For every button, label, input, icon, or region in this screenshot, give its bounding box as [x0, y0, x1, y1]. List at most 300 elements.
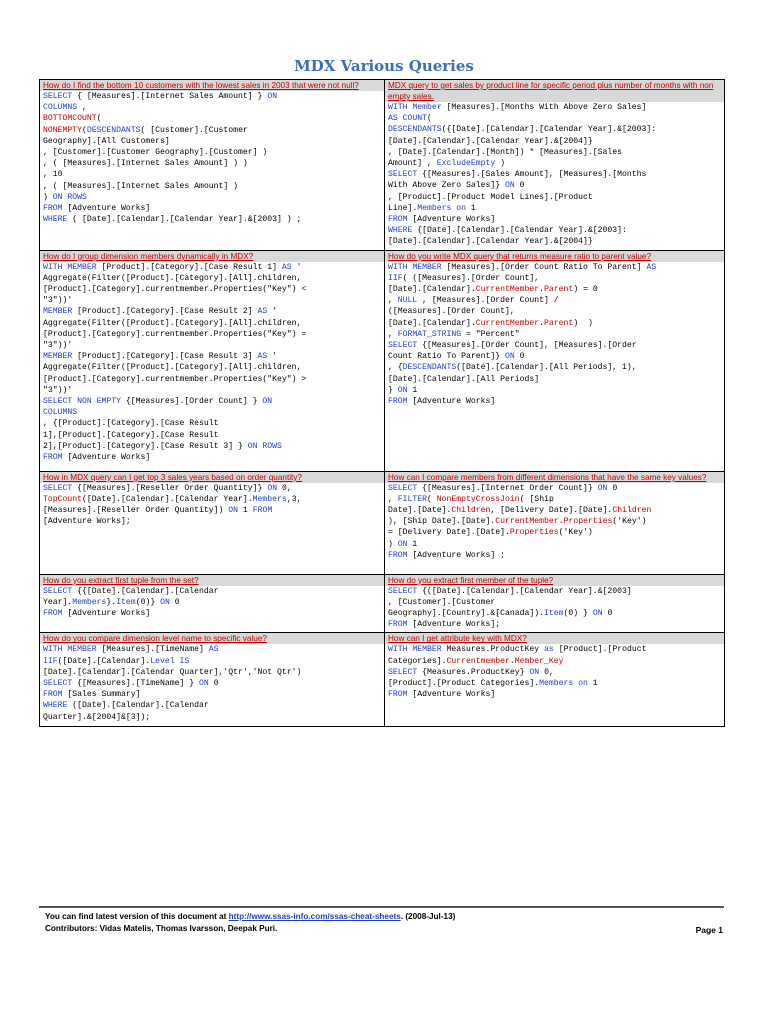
code-line [43, 113, 381, 124]
code-keyword: MEMBER [43, 307, 73, 317]
code-text: ( [Customer].[Customer [140, 125, 248, 135]
code-line [388, 516, 721, 527]
page-number: Page 1 [695, 925, 723, 935]
query-cell [385, 574, 725, 633]
cheat-sheets-link[interactable]: http://www.ssas-info.com/ssas-cheat-sheets [228, 912, 401, 921]
code-text: Aggregate(Filter([Product].[Category].[All].children, [43, 273, 302, 283]
code-function: CurrentMember [495, 517, 559, 527]
code-text: ' [267, 352, 278, 362]
code-text: [Product].[Category].currentmember.Properties("Key") > [43, 374, 307, 384]
code-text: ([Date].[Calendar]. [57, 656, 151, 666]
code-text: Aggregate(Filter([Product].[Category].[All].children, [43, 363, 302, 373]
question-heading: How in MDX query can I get top 3 sales years based on order quantity? [40, 472, 384, 483]
code-keyword: ON [505, 352, 515, 362]
code-line [388, 483, 721, 494]
code-text: [Measures].[Order Count Ratio To Parent] [441, 262, 647, 272]
code-line [43, 505, 381, 516]
code-keyword: FROM [43, 453, 63, 463]
code-text: [Adventure Works] ; [407, 550, 506, 560]
code-keyword: ON [397, 539, 408, 549]
code-line [43, 396, 381, 407]
code-line [388, 539, 721, 550]
code-line [388, 586, 721, 597]
code-text: [Adventure Works] [62, 453, 151, 463]
code-function: TopCount [43, 494, 83, 504]
code-keyword: FROM [252, 506, 273, 516]
code-text: ' [267, 307, 278, 317]
code-keyword: MEMBER [43, 352, 73, 362]
code-line [388, 351, 721, 362]
code-text: 2],[Product].[Category].[Case Result 3] } [43, 441, 248, 451]
code-keyword: DESCENDANTS [402, 363, 457, 373]
code-text: [Date].[Calendar]. [388, 318, 476, 328]
code-line [388, 597, 721, 608]
code-text: (0) } [563, 609, 593, 619]
code-text: Categories]. [388, 656, 447, 666]
code-line [43, 483, 381, 494]
code-keyword: WHERE [43, 701, 68, 711]
code-text: "3"))' [43, 385, 73, 395]
code-keyword: ON [397, 385, 408, 395]
code-keyword: SELECT [388, 341, 418, 351]
code-text: ( [Ship [519, 494, 554, 504]
code-text: 0, [539, 667, 554, 677]
code-text: , [Customer].[Customer Geography].[Customer] ) [43, 148, 268, 158]
code-text: [Date].[Calendar]. [388, 285, 476, 295]
code-keyword: AS [257, 352, 268, 362]
code-line [388, 678, 721, 689]
code-text: ,3, [286, 494, 302, 504]
code-text: ({[Date].[Calendar].[Calendar Year].&[2003]: [441, 125, 657, 135]
code-keyword: FROM [43, 609, 63, 619]
code-line [43, 306, 381, 317]
query-cell [40, 574, 385, 633]
code-text: , [Product].[Product Model Lines].[Product [388, 192, 593, 202]
code-line [43, 318, 381, 329]
code-keyword: DESCENDANTS [86, 125, 141, 135]
code-line [43, 700, 381, 711]
code-line [388, 158, 721, 169]
code-text: 1 [407, 385, 418, 395]
code-line [388, 169, 721, 180]
code-keyword: FROM [388, 215, 408, 225]
code-function: Children [612, 506, 652, 516]
code-line [43, 340, 381, 351]
code-keyword: ON [267, 483, 278, 493]
question-heading: How do you compare dimension level name to specific value? [40, 633, 384, 644]
code-function: BOTTOMCOUNT [43, 114, 97, 124]
question-heading: How do you extract first tuple from the set? [40, 575, 384, 586]
code-keyword: ON [505, 181, 515, 191]
code-text: Amount] , [388, 159, 437, 169]
code-line [388, 550, 721, 561]
code-text: . [509, 656, 515, 666]
code-text: , [77, 103, 87, 113]
code-line [43, 494, 381, 505]
footer [45, 911, 723, 935]
code-line [43, 712, 381, 723]
code-text: {[Measures].[TimeName] } [72, 679, 200, 689]
code-keyword: AS [646, 262, 657, 272]
code-block [43, 262, 381, 464]
code-keyword: WHERE [388, 226, 413, 236]
query-cell [385, 250, 725, 471]
code-line [43, 203, 381, 214]
code-line [43, 418, 381, 429]
code-line [388, 225, 721, 236]
code-line [43, 102, 381, 113]
code-keyword: SELECT [388, 667, 418, 677]
code-line [43, 169, 381, 180]
code-text: Line]. [388, 203, 418, 213]
code-keyword: SELECT [43, 92, 73, 101]
code-keyword: FILTER [397, 494, 428, 504]
code-text: 1],[Product].[Category].[Case Result [43, 430, 219, 440]
code-keyword: ON [160, 597, 170, 607]
code-line [43, 147, 381, 158]
code-line [43, 284, 381, 295]
code-keyword: ON [592, 609, 603, 619]
code-keyword: AS COUNT [388, 114, 428, 124]
code-keyword: WITH MEMBER [43, 262, 97, 272]
code-text: ([Date].[Calendar].[All Periods], 1), [456, 363, 637, 373]
code-keyword: DESCENDANTS [388, 125, 442, 135]
code-keyword: WHERE [43, 215, 68, 225]
code-text: = [Delivery Date].[Date]. [388, 528, 510, 538]
code-text: [Product].[Category].[Case Result 3] [72, 352, 258, 362]
question-heading: How can I compare members from different dimensions that have the same key values? [385, 472, 724, 483]
code-text: Measures.ProductKey [441, 645, 545, 655]
code-line [43, 351, 381, 362]
code-keyword: COLUMNS [43, 103, 78, 113]
code-text: ), [Ship Date].[Date]. [388, 517, 496, 527]
code-text: {Measures.ProductKey} [417, 667, 530, 677]
code-function: NonEmptyCrossJoin [436, 494, 520, 504]
code-line [388, 608, 721, 619]
code-block [388, 102, 721, 248]
code-keyword: ON ROWS [247, 441, 282, 451]
code-keyword: COLUMNS [43, 408, 78, 418]
code-text: Geography].[All Customers] [43, 136, 170, 146]
code-keyword: SELECT NON EMPTY [43, 397, 122, 407]
code-line [43, 430, 381, 441]
code-line [43, 362, 381, 373]
footer-rule [39, 906, 724, 908]
code-text: 1 [407, 539, 418, 549]
code-text: , [Delivery Date].[Date]. [490, 506, 613, 516]
question-heading: How do you extract first member of the tuple? [385, 575, 724, 586]
code-function: Currentmember [446, 656, 510, 666]
code-line [43, 385, 381, 396]
code-line [388, 295, 721, 306]
code-keyword: ON [228, 506, 239, 516]
code-line [388, 124, 721, 135]
code-keyword: ON [267, 92, 278, 101]
code-text: ([Date].[Calendar].[Calendar [67, 701, 209, 711]
code-text: ( [82, 125, 87, 135]
code-text: [Adventure Works]; [43, 517, 131, 527]
footer-date: . (2008-Jul-13) [400, 912, 456, 921]
code-function: Parent [544, 285, 574, 295]
code-text: [Date].[Calendar].[Calendar Quarter],'Qtr','Not Qtr') [43, 667, 302, 677]
code-text: [Date].[Calendar].[Calendar Year].&[2004]} [388, 136, 593, 146]
code-line [43, 273, 381, 284]
code-text: "3"))' [43, 341, 73, 351]
code-keyword: WITH Member [388, 103, 442, 112]
query-cell [385, 80, 725, 251]
code-block [388, 262, 721, 408]
code-text: . [539, 318, 545, 328]
code-line [43, 667, 381, 678]
code-line [43, 441, 381, 452]
code-text: ([Measures].[Order Count], [388, 307, 515, 317]
code-line [388, 494, 721, 505]
code-text: 0 [514, 352, 525, 362]
query-table [39, 79, 725, 727]
code-block [43, 586, 381, 620]
code-function: Parent [544, 318, 574, 328]
footer-prefix: You can find latest version of this document at [45, 912, 229, 921]
code-keyword: Members on [417, 203, 467, 213]
code-keyword: ON [529, 667, 540, 677]
code-line [43, 452, 381, 463]
code-text: }. [106, 597, 117, 607]
code-text: 0 [607, 483, 618, 493]
code-line [388, 385, 721, 396]
code-text: [Adventure Works]; [407, 620, 501, 630]
code-text: 0, [277, 483, 292, 493]
code-line [388, 203, 721, 214]
code-keyword: ON ROWS [52, 192, 87, 202]
code-keyword: AS [257, 307, 268, 317]
question-heading: How do I group dimension members dynamically in MDX? [40, 251, 384, 262]
code-text: , { [388, 363, 403, 373]
code-line [43, 192, 381, 203]
code-line [43, 678, 381, 689]
code-keyword: IIF [388, 273, 403, 283]
code-text: , [388, 494, 398, 504]
code-keyword: AS [208, 645, 219, 655]
contributors-line: Contributors: Vidas Matelis, Thomas Ivarsson, Deepak Puri. [45, 924, 278, 933]
code-line [388, 262, 721, 273]
code-line [388, 362, 721, 373]
code-keyword: Members on [539, 679, 588, 689]
code-text: } [388, 385, 398, 395]
code-block [43, 644, 381, 722]
code-line [43, 158, 381, 169]
code-line [43, 689, 381, 700]
query-cell [385, 471, 725, 574]
code-keyword: FORMAT_STRING [397, 329, 462, 339]
code-text: [Measures].[Months With Above Zero Sales] [441, 103, 647, 112]
footer-line-1 [45, 911, 723, 923]
code-line [388, 505, 721, 516]
code-text: {[Date].[Calendar].[Calendar Year].&[2003]: [412, 226, 627, 236]
code-line [388, 180, 721, 191]
code-line [388, 102, 721, 113]
code-line [43, 329, 381, 340]
code-block [388, 586, 721, 631]
code-text: 0 [169, 597, 180, 607]
code-line [43, 516, 381, 527]
code-keyword: SELECT [388, 170, 418, 180]
code-line [43, 214, 381, 225]
code-text: ('Key') [558, 528, 593, 538]
code-line [43, 262, 381, 273]
code-text: . [558, 517, 564, 527]
query-cell [40, 80, 385, 251]
code-line [388, 656, 721, 667]
code-line [388, 396, 721, 407]
code-text: {{[Date].[Calendar].[Calendar [72, 586, 219, 596]
code-line [388, 318, 721, 329]
code-keyword: ExcludeEmpty [436, 159, 496, 169]
code-text: [Adventure Works] [407, 397, 496, 407]
code-line [43, 295, 381, 306]
query-cell [40, 633, 385, 727]
code-text: { [Measures].[Internet Sales Amount] } [72, 92, 268, 101]
code-block [388, 644, 721, 700]
code-text: [Product].[Product Categories]. [388, 679, 540, 689]
code-text: , [Customer].[Customer [388, 597, 496, 607]
code-text: {[Measures].[Internet Order Count]} [417, 483, 598, 493]
code-text: 0 [514, 181, 525, 191]
code-text: {([Date].[Calendar].[Calendar Year].&[2003] [417, 586, 632, 596]
code-text: {[Measures].[Sales Amount], [Measures].[Months [417, 170, 647, 180]
code-text: [Date].[Calendar].[All Periods] [388, 374, 540, 384]
code-text: , ( [Measures].[Internet Sales Amount] ) ) [43, 159, 248, 169]
code-text: ('Key') [612, 517, 647, 527]
code-keyword: FROM [388, 620, 408, 630]
code-line [388, 340, 721, 351]
code-text: , 10 [43, 170, 63, 180]
code-function: Children [451, 506, 491, 516]
code-text: ([Date].[Calendar].[Calendar Year]. [82, 494, 253, 504]
code-text: ) [43, 192, 53, 202]
code-line [43, 586, 381, 597]
code-line [43, 608, 381, 619]
code-function: CurrentMember [475, 285, 540, 295]
code-keyword: WITH MEMBER [388, 645, 442, 655]
code-keyword: ON [199, 679, 209, 689]
code-text: . [539, 285, 545, 295]
code-text: {[Measures].[Order Count] } [121, 397, 263, 407]
query-cell [385, 633, 725, 727]
code-text: [Adventure Works] [407, 690, 496, 700]
code-text: 0 [602, 609, 613, 619]
code-text: , ( [Measures].[Internet Sales Amount] ) [43, 181, 239, 191]
code-text: 1 [587, 679, 598, 689]
code-text: {[Measures].[Reseller Order Quantity]} [72, 483, 268, 493]
code-line [43, 125, 381, 136]
code-text: Date].[Date]. [388, 506, 452, 516]
code-text: [Adventure Works] [407, 215, 496, 225]
code-keyword: FROM [43, 690, 63, 700]
code-line [388, 113, 721, 124]
code-text: 1 [238, 506, 253, 516]
code-text: [Product].[Category].[Case Result 1] [96, 262, 282, 272]
code-text: , [Date].[Calendar].[Month]) * [Measures].[Sales [388, 147, 623, 157]
code-function: CurrentMember [475, 318, 540, 328]
code-text: [Adventure Works] [62, 609, 151, 619]
query-cell [40, 250, 385, 471]
code-text: "3"))' [43, 296, 73, 306]
code-line [388, 527, 721, 538]
page-title: MDX Various Queries [294, 57, 474, 75]
code-text: ( [427, 494, 437, 504]
code-text: ) [495, 159, 506, 169]
code-text: , [Measures].[Order Count] / [417, 296, 559, 306]
code-text: With Above Zero Sales]} [388, 181, 506, 191]
code-function: Properties [563, 517, 613, 527]
code-keyword: IIF [43, 656, 58, 666]
code-keyword: Item [544, 609, 564, 619]
code-text: Quarter].&[2004]&[3]); [43, 712, 151, 722]
code-text: [Date].[Calendar].[Calendar Year].&[2004]} [388, 237, 593, 247]
code-text: [Product].[Product [553, 645, 647, 655]
code-text: [Adventure Works] [62, 204, 151, 214]
code-text: [Product].[Category].currentmember.Properties("Key") = [43, 329, 307, 339]
query-cell [40, 471, 385, 574]
code-block [43, 483, 381, 528]
code-line [388, 667, 721, 678]
code-text: [Sales Summary] [62, 690, 141, 700]
code-line [388, 329, 721, 340]
code-keyword: FROM [388, 690, 408, 700]
code-keyword: Members [252, 494, 287, 504]
code-keyword: Level IS [150, 656, 190, 666]
code-keyword: SELECT [388, 483, 418, 493]
code-line [43, 407, 381, 418]
code-keyword: NULL [397, 296, 418, 306]
code-text: Geography].[Country].&[Canada]). [388, 609, 545, 619]
code-line [388, 284, 721, 295]
code-text: ) [388, 539, 398, 549]
code-text: ( ([Measures].[Order Count], [402, 273, 540, 283]
code-line [388, 192, 721, 203]
code-text: , [388, 329, 398, 339]
code-keyword: as [544, 645, 554, 655]
code-text: = "Percent" [461, 329, 520, 339]
code-text: (0)} [135, 597, 161, 607]
code-block [43, 91, 381, 225]
question-heading: How can I get attribute key with MDX? [385, 633, 724, 644]
code-function: Properties [509, 528, 559, 538]
code-keyword: Item [116, 597, 136, 607]
code-text: ) = 0 [573, 285, 598, 295]
code-keyword: Members [72, 597, 107, 607]
question-heading: How do I find the bottom 10 customers with the lowest sales in 2003 that were not null? [40, 80, 384, 91]
code-text: 0 [208, 679, 219, 689]
code-text: ) ) [573, 318, 593, 328]
code-keyword: ON [597, 483, 608, 493]
code-line [388, 214, 721, 225]
code-line [388, 236, 721, 247]
code-line [43, 181, 381, 192]
code-text: , {[Product].[Category].[Case Result [43, 419, 219, 429]
code-line [388, 136, 721, 147]
code-function: NONEMPTY [43, 125, 83, 135]
code-keyword: WITH MEMBER [43, 645, 97, 655]
code-text: [Measures].[TimeName] [96, 645, 209, 655]
code-line [388, 644, 721, 655]
code-line [43, 136, 381, 147]
code-line [43, 656, 381, 667]
code-block [388, 483, 721, 561]
code-line [388, 689, 721, 700]
code-line [43, 644, 381, 655]
code-text: Aggregate(Filter([Product].[Category].[All].children, [43, 318, 302, 328]
